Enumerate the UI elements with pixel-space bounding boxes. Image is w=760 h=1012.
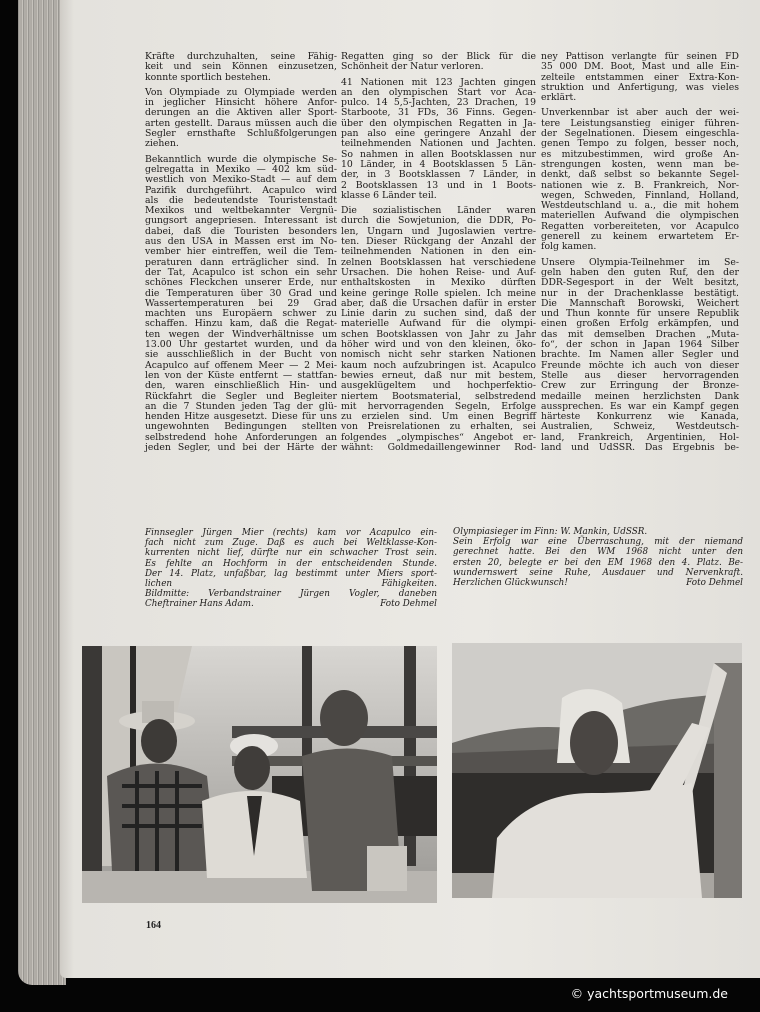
- text-line: selbstredend hohe Anforderungen an: [145, 431, 337, 443]
- text-line: Segler ernsthafte Schlußfolgerungen: [145, 128, 337, 140]
- text-line: Mexikos und weltbekannter Vergnü-: [145, 205, 337, 217]
- text-line: Linie darin zu suchen sind, daß der: [341, 308, 536, 320]
- text-line: 10 Länder, in 4 Bootsklassen 5 Län-: [341, 158, 536, 170]
- paragraph: [145, 155, 337, 454]
- text-line: medaille meinen herzlichsten Dank: [541, 390, 739, 402]
- text-line: schen Bootsklassen von Jahr zu Jahr: [341, 328, 536, 340]
- text-line: struktion und Anfertigung, was vieles: [541, 81, 739, 93]
- text-line: ungewohnten Bedingungen stellten: [145, 421, 337, 433]
- text-line: Kräfte durchzuhalten, seine Fähig-: [145, 51, 337, 62]
- photo-image-right: [452, 643, 742, 898]
- text-line: nationen wie z. B. Frankreich, Nor-: [541, 179, 739, 191]
- text-line: aus den USA in Massen erst im No-: [145, 236, 337, 248]
- text-line: Die Mannschaft Borowski, Weichert: [541, 297, 739, 309]
- text-line: von Preisrelationen zu erhalten, sei: [341, 421, 536, 433]
- text-line: 41 Nationen mit 123 Jachten gingen: [341, 76, 536, 88]
- text-line: henden Hitze ausgesetzt. Diese für uns: [145, 411, 337, 423]
- caption-last-row: [145, 599, 437, 609]
- photo-credit: Foto Dehmel: [380, 599, 437, 610]
- text-line: klasse 6 Länder teil.: [341, 189, 437, 201]
- text-line: den, waren einschließlich Hin- und: [145, 380, 337, 392]
- text-line: höher wird und von den kleinen, öko-: [341, 339, 536, 351]
- text-line: mit hervorragenden Segeln, Erfolge: [341, 400, 536, 412]
- paragraph: [541, 258, 739, 454]
- caption-line: Cheftrainer Hans Adam.: [145, 599, 254, 610]
- text-line: nomisch nicht sehr starken Nationen: [341, 349, 536, 361]
- text-line: Westdeutschland u. a., die mit hohem: [541, 200, 739, 212]
- caption-line: lichen Fähigkeiten.: [145, 578, 437, 589]
- text-line: in jeglicher Hinsicht höhere Anfor-: [145, 97, 337, 109]
- text-line: nur in der Drachenklasse bestätigt.: [541, 287, 739, 299]
- text-line: derungen an die Aktiven aller Sport-: [145, 107, 337, 119]
- text-line: Unverkennbar ist aber auch der wei-: [541, 107, 739, 119]
- caption-line: fach nicht zum Zuge. Daß es auch bei Weltklasse-Kon-: [145, 538, 437, 549]
- text-line: zu erzielen sind. Um einen Begriff: [341, 411, 536, 423]
- text-line: So nahmen in allen Bootsklassen nur: [341, 148, 536, 160]
- paragraph: [341, 78, 536, 202]
- text-line: gungsort angepriesen. Interessant ist: [145, 215, 337, 227]
- text-line: aussprechen. Es war ein Kampf gegen: [541, 400, 739, 412]
- book-page-edges: [18, 0, 66, 985]
- text-line: enthaltskosten in Mexiko dürften: [341, 277, 536, 289]
- text-line: folgendes „olympisches“ Angebot er-: [341, 431, 536, 443]
- text-line: fo“, der schon in Japan 1964 Silber: [541, 339, 739, 351]
- photo-image-left: [82, 646, 437, 903]
- text-line: Acapulco auf offenem Meer — 2 Mei-: [145, 359, 337, 371]
- text-line: die Temperaturen über 30 Grad und: [145, 287, 337, 299]
- copyright-watermark: © yachtsportmuseum.de: [570, 986, 728, 1001]
- photo-trainers-and-sailor: [82, 646, 437, 903]
- text-line: arten gestellt. Daraus müssen auch die: [145, 117, 337, 129]
- text-line: pulco. 14 5,5-Jachten, 23 Drachen, 19: [341, 97, 536, 109]
- text-line: ney Pattison verlangte für seinen FD: [541, 51, 739, 62]
- text-line: kaum noch aufzubringen ist. Acapulco: [341, 359, 536, 371]
- caption-line: Sein Erfolg war eine Überraschung, mit der niemand: [453, 537, 743, 548]
- text-line: Crew zur Erringung der Bronze-: [541, 380, 739, 392]
- text-line: machten uns Europäern schwer zu: [145, 308, 337, 320]
- caption-line: wundernswert seine Ruhe, Ausdauer und Nervenkraft.: [453, 567, 743, 578]
- text-line: über den olympischen Regatten in Ja-: [341, 117, 536, 129]
- text-line: brachte. Im Namen aller Segler und: [541, 349, 739, 361]
- text-line: ausgeklügeltem und hochperfektio-: [341, 380, 536, 392]
- text-line: materielle Aufwand für die olympi-: [341, 318, 536, 330]
- caption-line: gerechnet hatte. Bei den WM 1968 nicht unter den: [453, 547, 743, 558]
- text-line: dabei, daß die Touristen besonders: [145, 225, 337, 237]
- paragraph: [541, 108, 739, 252]
- text-line: und Thun konnte für unsere Republik: [541, 308, 739, 320]
- text-line: Unsere Olympia-Teilnehmer im Se-: [541, 256, 739, 268]
- text-line: Australien, Schweiz, Westdeutsch-: [541, 421, 739, 433]
- paragraph: [541, 52, 739, 103]
- text-line: sie ausschließlich in der Bucht von: [145, 349, 337, 361]
- text-line: land, Frankreich, Argentinien, Hol-: [541, 431, 739, 443]
- text-line: konnte sportlich bestehen.: [145, 71, 271, 83]
- text-line: niertem Bootsmaterial, selbstredend: [341, 390, 536, 402]
- text-line: Bekanntlich wurde die olympische Se-: [145, 153, 337, 165]
- text-line: ten wegen der Windverhältnisse um: [145, 328, 337, 340]
- text-line: denkt, daß selbst so bekannte Segel-: [541, 169, 739, 181]
- caption-line: Es fehlte an Hochform in der entscheidenden Stunde.: [145, 558, 437, 569]
- photo-caption-right: [453, 527, 743, 588]
- text-line: durch die Sowjetunion, die DDR, Po-: [341, 215, 536, 227]
- text-line: der Segelnationen. Diesem eingeschla-: [541, 128, 739, 140]
- text-line: folg kamen.: [541, 241, 597, 253]
- text-line: len von der Küste entfernt — stattfan-: [145, 369, 337, 381]
- text-line: an die 7 Stunden jeden Tag der glü-: [145, 400, 337, 412]
- text-line: keine geringe Rolle spielen. Ich meine: [341, 287, 536, 299]
- text-line: der Tat, Acapulco ist schon ein sehr: [145, 266, 337, 278]
- caption-line: Der 14. Platz, unfaßbar, lag bestimmt unter Miers sport-: [145, 568, 437, 579]
- text-line: strengungen kosten, wenn man be-: [541, 158, 739, 170]
- caption-last-row: [453, 578, 743, 588]
- caption-line: kurrenten nicht lief, dürfte nur ein schwacher Trost sein.: [145, 548, 437, 559]
- text-line: keit und sein Können einzusetzen,: [145, 61, 337, 73]
- text-line: aber, daß die Ursachen dafür in erster: [341, 297, 536, 309]
- text-line: ten. Dieser Rückgang der Anzahl der: [341, 236, 536, 248]
- caption-line: Herzlichen Glückwunsch!: [453, 577, 568, 588]
- text-line: 13.00 Uhr gestartet wurden, und da: [145, 339, 337, 351]
- text-line: das mit demselben Drachen „Muta-: [541, 328, 739, 340]
- paragraph: [145, 88, 337, 150]
- text-line: land und UdSSR. Das Ergebnis be-: [541, 441, 739, 453]
- text-line: vember hier eintreffen, weil die Tem-: [145, 246, 337, 258]
- paragraph: [341, 52, 536, 73]
- text-line: Starboote, 31 FDs, 36 Finns. Gegen-: [341, 107, 536, 119]
- text-line: zelnen Bootsklassen hat verschiedene: [341, 256, 536, 268]
- text-line: geln haben den guten Ruf, den der: [541, 266, 739, 278]
- text-line: tere Leistungsanstieg einiger führen-: [541, 117, 739, 129]
- text-line: Von Olympiade zu Olympiade werden: [145, 86, 337, 98]
- text-line: schönes Fleckchen unserer Erde, nur: [145, 277, 337, 289]
- text-line: schaffen. Hinzu kam, daß die Regat-: [145, 318, 337, 330]
- text-line: wähnt: Goldmedaillengewinner Rod-: [341, 441, 536, 453]
- text-line: westlich von Mexiko-Stadt — auf dem: [145, 174, 337, 186]
- text-line: genen Tempo zu folgen, besser noch,: [541, 138, 739, 150]
- photo-olympic-champion-finn: [452, 643, 742, 898]
- text-line: len, Ungarn und Jugoslawien vertre-: [341, 225, 536, 237]
- photo-caption-left: [145, 528, 437, 610]
- caption-line: Finnsegler Jürgen Mier (rechts) kam vor Acapulco ein-: [145, 528, 437, 538]
- caption-line: ersten 20, belegte er bei den EM 1968 den 4. Platz. Be-: [453, 557, 743, 568]
- text-line: Regatten vorbereiteten, vor Acapulco: [541, 220, 739, 232]
- text-line: Schönheit der Natur verloren.: [341, 61, 484, 73]
- text-line: erklärt.: [541, 92, 577, 104]
- text-line: peraturen dann erträglicher sind. In: [145, 256, 337, 268]
- caption-title: Olympiasieger im Finn: W. Mankin, UdSSR.: [453, 527, 648, 537]
- text-line: ziehen.: [145, 138, 179, 150]
- text-line: Die sozialistischen Länder waren: [341, 205, 536, 217]
- text-line: es mitzubestimmen, wird große An-: [541, 148, 739, 160]
- text-line: Regatten ging so der Blick für die: [341, 51, 536, 62]
- text-line: der, in 3 Bootsklassen 7 Länder, in: [341, 169, 536, 181]
- text-line: teilnehmenden Nationen in den ein-: [341, 246, 536, 258]
- text-line: als die bedeutendste Touristenstadt: [145, 194, 337, 206]
- caption-line: Bildmitte: Verbandstrainer Jürgen Vogler, daneben: [145, 589, 437, 600]
- text-line: materiellen Aufwand die olympischen: [541, 210, 739, 222]
- text-line: Pazifik durchgeführt. Acapulco wird: [145, 184, 337, 196]
- photo-credit: Foto Dehmel: [686, 577, 743, 588]
- text-line: generell zu keinem erwartetem Er-: [541, 231, 739, 243]
- text-line: Rückfahrt die Segler und Begleiter: [145, 390, 337, 402]
- paragraph: [145, 52, 337, 83]
- page-number: 164: [146, 920, 161, 931]
- text-line: Stelle aus dieser hervorragenden: [541, 369, 739, 381]
- text-line: zelteile entstammen einer Extra-Kon-: [541, 71, 739, 83]
- text-line: jeden Segler, und bei der Härte der: [145, 441, 337, 453]
- text-line: Freunde möchte ich auch von dieser: [541, 359, 739, 371]
- text-line: DDR-Segesport in der Welt besitzt,: [541, 277, 739, 289]
- text-line: 35 000 DM. Boot, Mast und alle Ein-: [541, 61, 739, 73]
- text-line: Ursachen. Die hohen Reise- und Auf-: [341, 266, 536, 278]
- text-line: bewies erneut, daß nur mit bestem,: [341, 369, 536, 381]
- text-line: 2 Bootsklassen 13 und in 1 Boots-: [341, 179, 536, 191]
- text-line: an den olympischen Start vor Aca-: [341, 86, 536, 98]
- article-column-3: [541, 52, 739, 458]
- article-column-1: [145, 52, 337, 458]
- text-line: teilnehmenden Nationen und Jachten.: [341, 138, 536, 150]
- text-line: pan also eine geringere Anzahl der: [341, 128, 536, 140]
- article-column-2: [341, 52, 536, 458]
- paragraph: [341, 206, 536, 453]
- text-line: gelregatta in Mexiko — 402 km süd-: [145, 163, 337, 175]
- text-line: wegen, Schweden, Finnland, Holland,: [541, 189, 739, 201]
- text-line: einen großen Erfolg erkämpfen, und: [541, 318, 739, 330]
- text-line: Wassertemperaturen bei 29 Grad: [145, 297, 337, 309]
- text-line: härteste Konkurrenz wie Kanada,: [541, 411, 739, 423]
